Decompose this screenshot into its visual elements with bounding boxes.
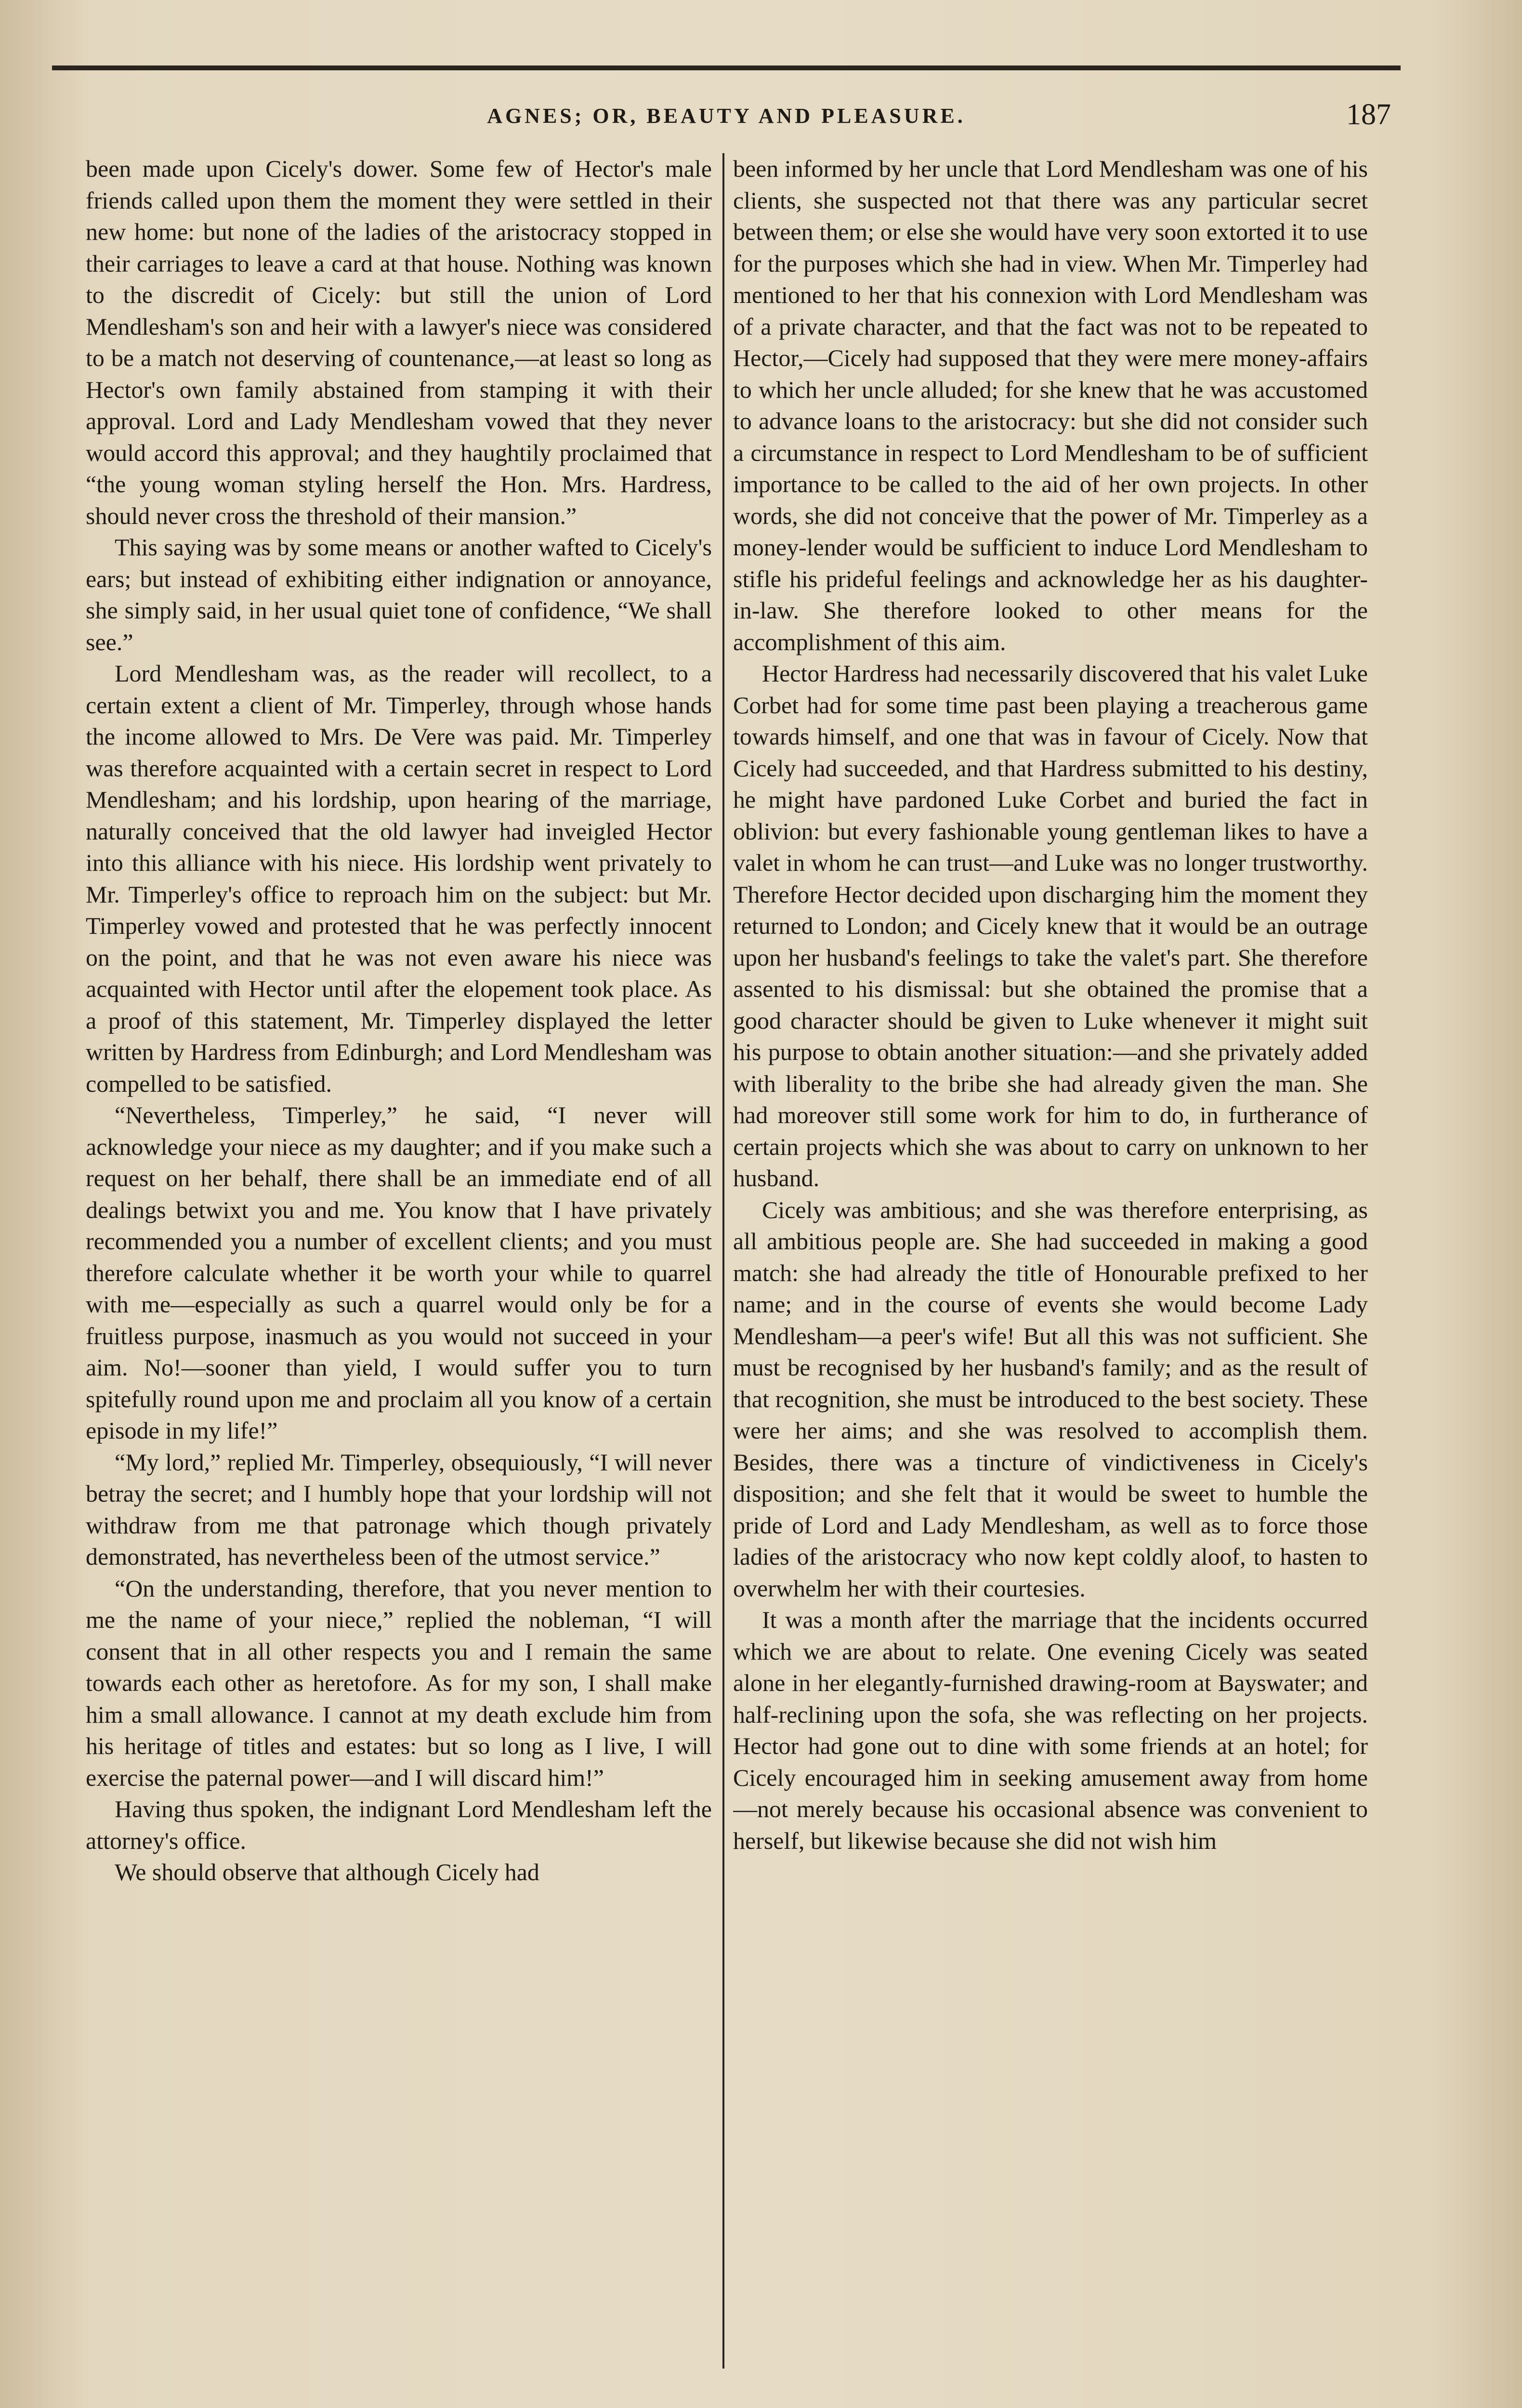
column-divider (722, 153, 724, 2369)
left-column (86, 153, 712, 2369)
left-paragraph-3: Lord Mendlesham was, as the reader will recollect, to a certain extent a client of Mr. Timperley, through whose hands the income allowed to Mrs. De Vere was paid. Mr. Timperley was therefore acquainted with a certain secret in respect to Lord Mendlesham; and his lordship, upon hearing of the marriage, naturally conceived that the old lawyer had inveigled Hector into this alliance with his niece. His lordship went privately to Mr. Timperley's office to reproach him on the subject: but Mr. Timperley vowed and protested that he was perfectly innocent on the point, and that he was not even aware his niece was acquainted with Hector until after the elopement took place. As a proof of this statement, Mr. Timperley displayed the letter written by Hardress from Edinburgh; and Lord Mendlesham was compelled to be satisfied. (86, 660, 712, 1097)
right-paragraph-4: It was a month after the marriage that the incidents occurred which we are about to relate. One evening Cicely was seated alone in her elegantly-furnished drawing-room at Bayswater; and half-reclining upon the sofa, she was reflecting on her projects. Hector had gone out to dine with some friends at an hotel; for Cicely encouraged him in seeking amusement away from home—not merely because his occasional absence was convenient to herself, but likewise because she did not wish him (733, 1606, 1368, 1854)
left-paragraph-2: This saying was by some means or another wafted to Cicely's ears; but instead of exhibiting either indignation or annoyance, she simply said, in her usual quiet tone of confidence, “We shall see.” (86, 534, 712, 655)
right-paragraph-3: Cicely was ambitious; and she was therefore enterprising, as all ambitious people are. She had succeeded in making a good match: she had already the title of Honourable prefixed to her name; and in the course of events she would become Lady Mendlesham—a peer's wife! But all this was not sufficient. She must be recognised by her husband's family; and as the result of that recognition, she must be introduced to the best society. These were her aims; and she was resolved to accomplish them. Besides, there was a tincture of vindictiveness in Cicely's disposition; and she felt that it would be sweet to humble the pride of Lord and Lady Mendlesham, as well as to force those ladies of the aristocracy who now kept coldly aloof, to hasten to overwhelm her with their courtesies. (733, 1196, 1368, 1602)
top-rule (52, 65, 1401, 70)
right-column (733, 153, 1368, 2369)
right-paragraph-1: been informed by her uncle that Lord Mendlesham was one of his clients, she suspected not that there was any particular secret between them; or else she would have very soon extorted it to use for the purposes which she had in view. When Mr. Timperley had mentioned to her that his connexion with Lord Mendlesham was of a private character, and that the fact was not to be repeated to Hector,—Cicely had supposed that they were mere money-affairs to which her uncle alluded; for she knew that he was accustomed to advance loans to the aristocracy: but she did not consider such a circumstance in respect to Lord Mendlesham to be of sufficient importance to be called to the aid of her own projects. In other words, she did not conceive that the power of Mr. Timperley as a money-lender would be sufficient to induce Lord Mendlesham to stifle his prideful feelings and acknowledge her as his daughter-in-law. She therefore looked to other means for the accomplishment of this aim. (733, 155, 1368, 655)
running-title: AGNES; OR, BEAUTY AND PLEASURE. (487, 104, 966, 128)
page-number: 187 (1346, 98, 1391, 131)
right-paragraph-2: Hector Hardress had necessarily discovered that his valet Luke Corbet had for some time past been playing a treacherous game towards himself, and one that was in favour of Cicely. Now that Cicely had succeeded, and that Hardress submitted to his destiny, he might have pardoned Luke Corbet and buried the fact in oblivion: but every fashionable young gentleman likes to have a valet in whom he can trust—and Luke was no longer trustworthy. Therefore Hector decided upon discharging him the moment they returned to London; and Cicely knew that it would be an outrage upon her husband's feelings to take the valet's part. She therefore assented to his dismissal: but she obtained the promise that a good character should be given to Luke whenever it might suit his purpose to obtain another situation:—and she privately added with liberality to the bribe she had already given the man. She had moreover still some work for him to do, in furtherance of certain projects which she was about to carry on unknown to her husband. (733, 660, 1368, 1191)
left-paragraph-5: “My lord,” replied Mr. Timperley, obsequiously, “I will never betray the secret; and I humbly hope that your lordship will not withdraw from me that patronage which though privately demonstrated, has nevertheless been of the utmost service.” (86, 1448, 712, 1570)
left-paragraph-7: Having thus spoken, the indignant Lord Mendlesham left the attorney's office. (86, 1795, 712, 1854)
left-paragraph-8: We should observe that although Cicely had (115, 1858, 539, 1885)
left-paragraph-6: “On the understanding, therefore, that you never mention to me the name of your niece,” replied the nobleman, “I will consent that in all other respects you and I remain the same towards each other as heretofore. As for my son, I shall make him a small allowance. I cannot at my death exclude him from his heritage of titles and estates: but so long as I live, I will exercise the paternal power—and I will discard him!” (86, 1574, 712, 1791)
left-paragraph-1: been made upon Cicely's dower. Some few of Hector's male friends called upon them the moment they were settled in their new home: but none of the ladies of the aristocracy stopped in their carriages to leave a card at that house. Nothing was known to the discredit of Cicely: but still the union of Lord Mendlesham's son and heir with a lawyer's niece was considered to be a match not deserving of countenance,—at least so long as Hector's own family abstained from stamping it with their approval. Lord and Lady Mendlesham vowed that they never would accord this approval; and they haughtily proclaimed that “the young woman styling herself the Hon. Mrs. Hardress, should never cross the threshold of their mansion.” (86, 155, 712, 529)
page-header (52, 89, 1401, 142)
left-paragraph-4: “Nevertheless, Timperley,” he said, “I never will acknowledge your niece as my daughter; and if you make such a request on her behalf, there shall be an immediate end of all dealings betwixt you and me. You know that I have privately recommended you a number of excellent clients; and you must therefore calculate whether it be worth your while to quarrel with me—especially as such a quarrel would only be for a fruitless purpose, inasmuch as you would not succeed in your aim. No!—sooner than yield, I would suffer you to turn spitefully round upon me and proclaim all you know of a certain episode in my life!” (86, 1101, 712, 1444)
